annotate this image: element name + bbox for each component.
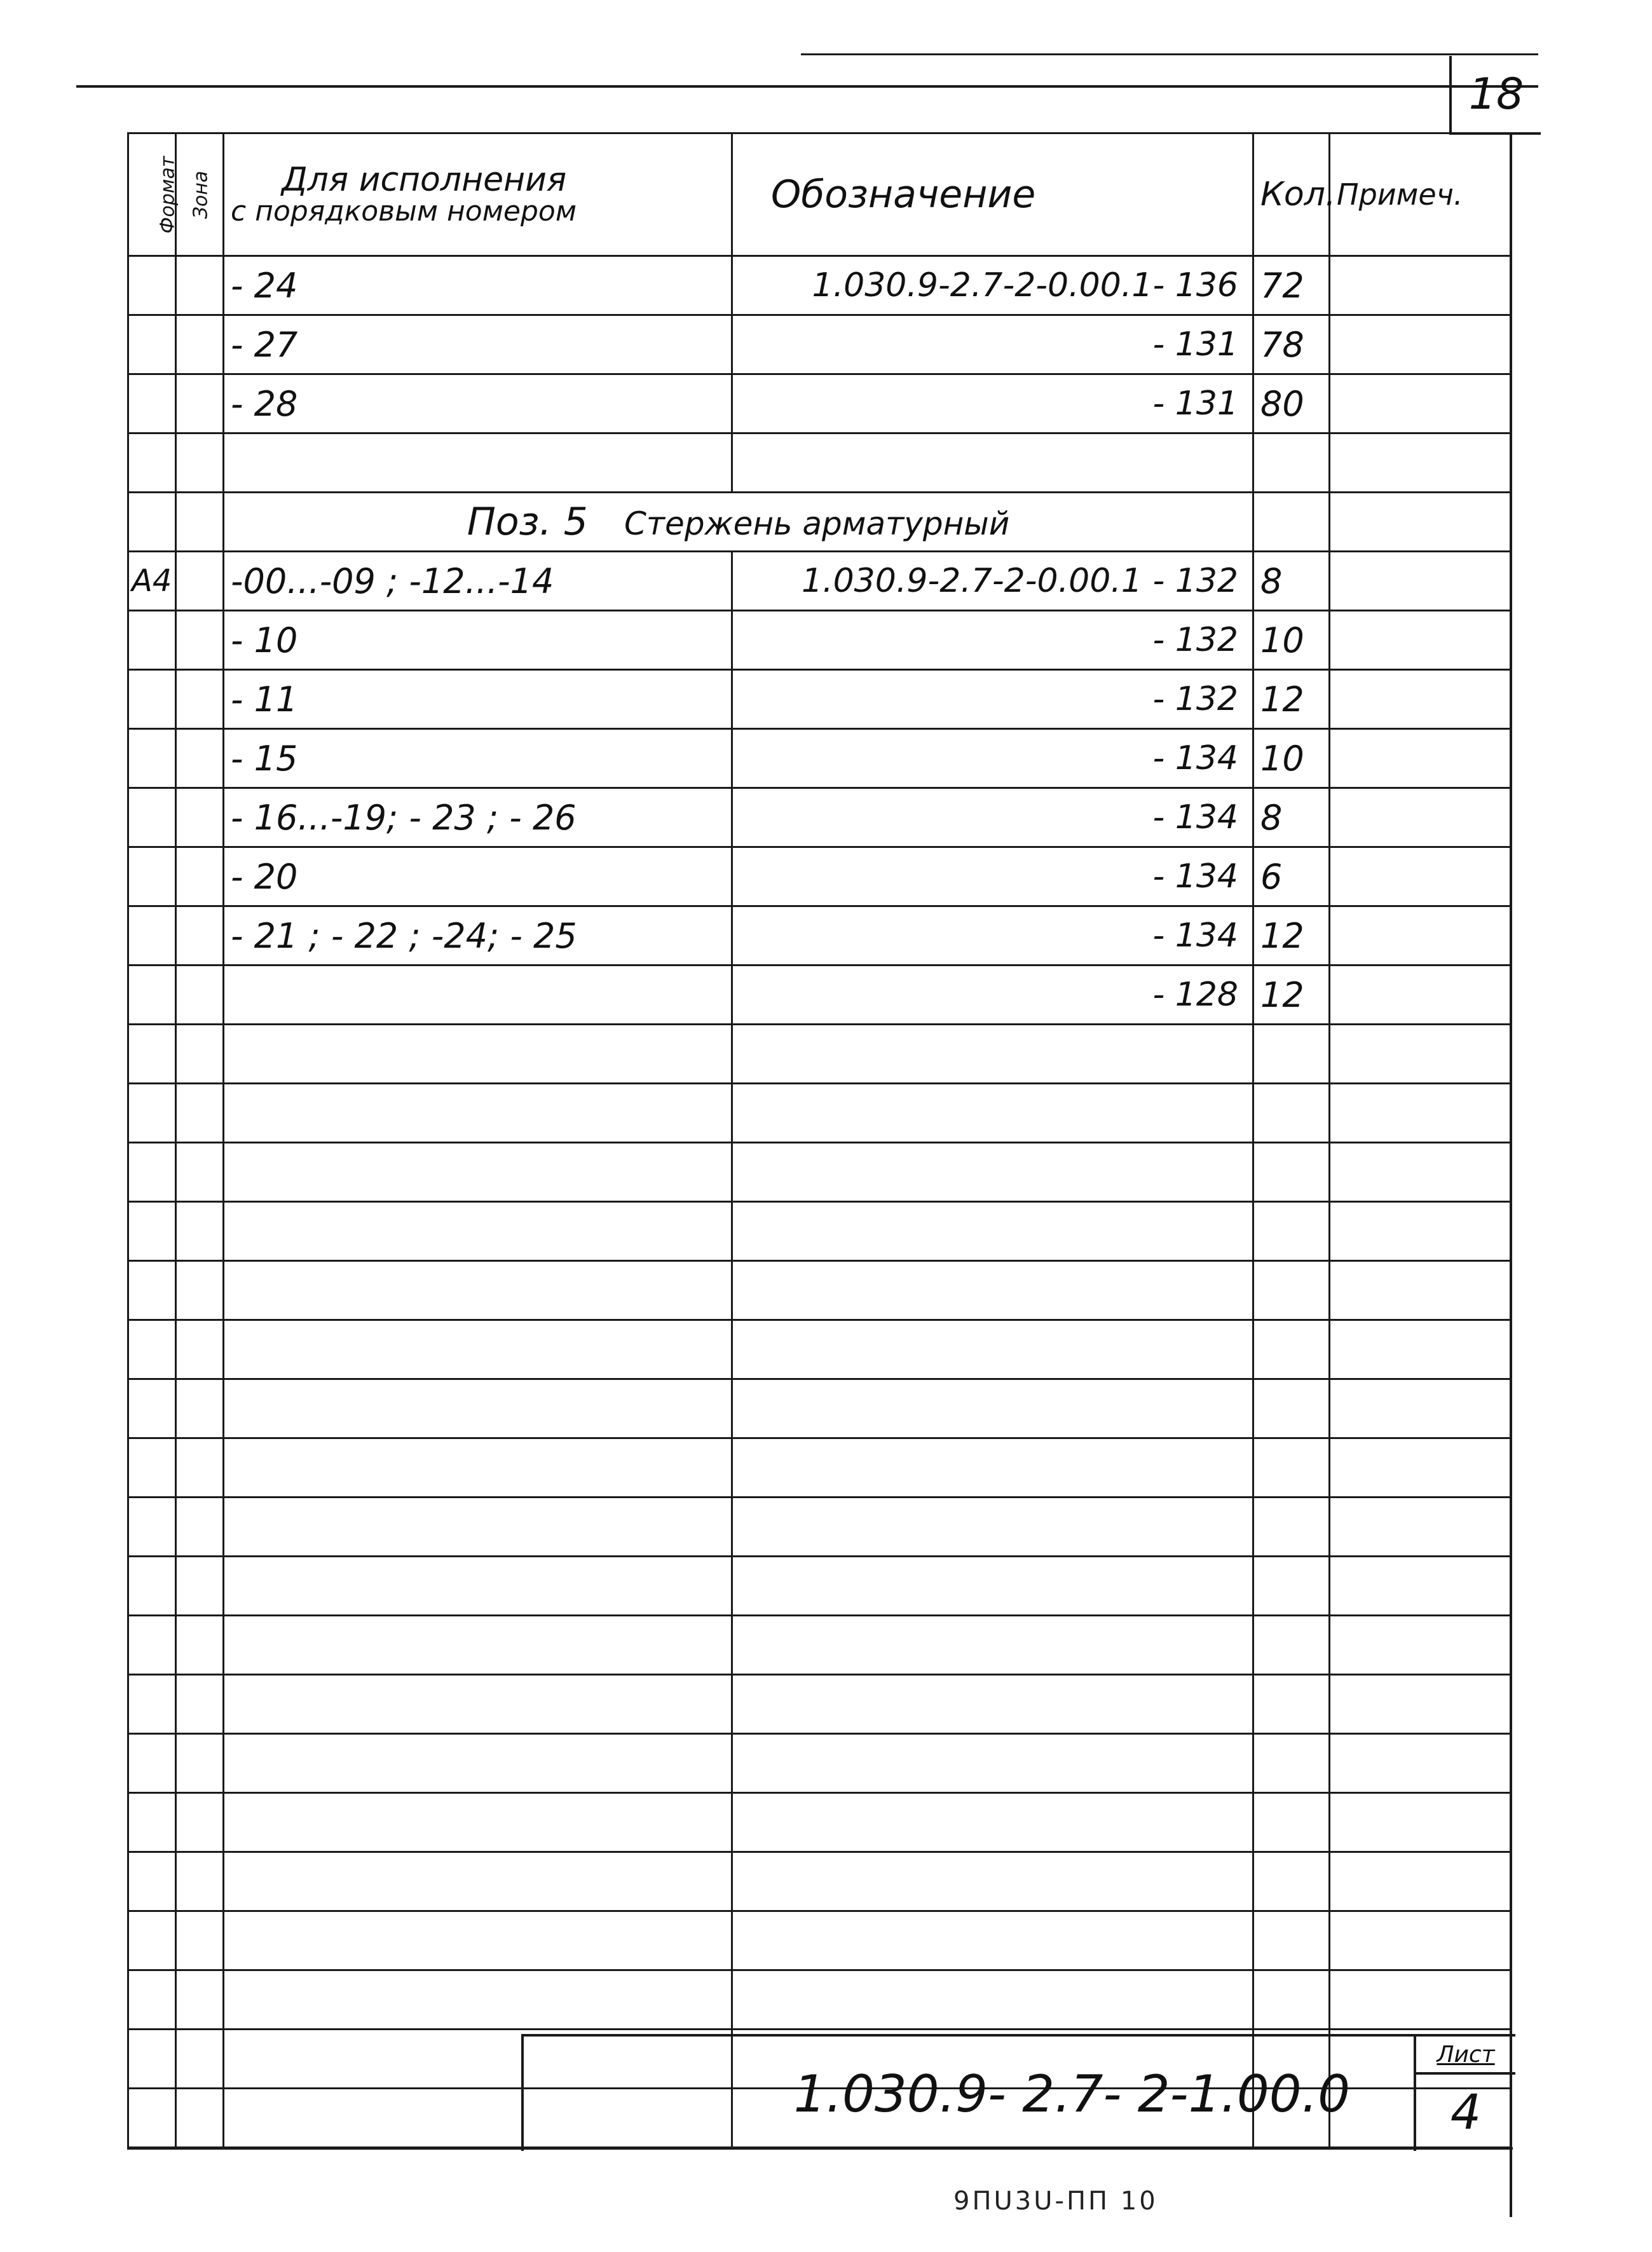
row-designation: - 134	[732, 906, 1253, 966]
row-variant: - 24	[224, 256, 732, 315]
row-variant: - 28	[224, 374, 732, 433]
section-title: Стержень арматурный	[624, 505, 1010, 542]
table-row-empty	[128, 1970, 1511, 2030]
row-qty: 8	[1253, 788, 1330, 847]
section-label: Поз. 5	[467, 500, 588, 544]
header-qty: Кол.	[1253, 133, 1330, 256]
table-row-empty	[128, 1379, 1511, 1438]
row-qty: 6	[1253, 847, 1330, 906]
sheet-label: Лист	[1416, 2037, 1515, 2075]
table-row-empty	[128, 433, 1511, 493]
specification-table	[127, 132, 1512, 2150]
table-row-empty	[128, 1143, 1511, 1202]
table-row	[128, 552, 1511, 611]
table-row-empty	[128, 1793, 1511, 1852]
row-designation: - 131	[732, 374, 1253, 433]
top-frame-line-right	[801, 53, 1538, 55]
row-qty: 12	[1253, 906, 1330, 966]
table-row-empty	[128, 1911, 1511, 1970]
row-designation: 1.030.9-2.7-2-0.00.1- 136	[732, 256, 1253, 315]
section-row	[128, 493, 1511, 552]
table-row	[128, 847, 1511, 906]
row-qty: 10	[1253, 729, 1330, 788]
table-row-empty	[128, 1202, 1511, 1261]
row-variant: - 21 ; - 22 ; -24; - 25	[224, 906, 732, 966]
header-execution-line1: Для исполнения	[282, 160, 567, 199]
table-header-row	[128, 133, 1511, 256]
table-row-empty	[128, 1557, 1511, 1616]
row-qty: 72	[1253, 256, 1330, 315]
table-row	[128, 374, 1511, 433]
header-zone: Зона	[176, 133, 224, 256]
table-row	[128, 906, 1511, 966]
table-row	[128, 315, 1511, 374]
table-row-empty	[128, 1852, 1511, 1911]
sheet-number-top	[1449, 56, 1541, 135]
row-designation: - 131	[732, 315, 1253, 374]
table-row	[128, 966, 1511, 1025]
row-variant: - 27	[224, 315, 732, 374]
row-variant: - 20	[224, 847, 732, 906]
header-format: Формат	[128, 133, 176, 256]
row-designation: - 128	[732, 966, 1253, 1025]
row-designation: 1.030.9-2.7-2-0.00.1 - 132	[732, 552, 1253, 611]
table-row	[128, 670, 1511, 729]
section-heading	[224, 493, 1253, 552]
table-row-empty	[128, 1675, 1511, 1734]
table-row-empty	[128, 1261, 1511, 1320]
table-row	[128, 611, 1511, 670]
row-qty: 10	[1253, 611, 1330, 670]
header-execution	[224, 133, 732, 256]
table-row-empty	[128, 1616, 1511, 1675]
sheet-cell	[1414, 2037, 1518, 2151]
row-qty: 80	[1253, 374, 1330, 433]
title-block	[521, 2034, 1515, 2151]
table-row	[128, 256, 1511, 315]
top-frame-line	[76, 85, 1538, 88]
row-format: А4	[128, 552, 176, 611]
row-designation: - 134	[732, 788, 1253, 847]
header-designation: Обозначение	[732, 133, 1253, 256]
document-code: 1.030.9- 2.7- 2-1.00.0	[793, 2064, 1350, 2124]
header-execution-line2: с порядковым номером	[231, 195, 577, 228]
row-qty: 8	[1253, 552, 1330, 611]
table-row-empty	[128, 1438, 1511, 1498]
table-row-empty	[128, 1084, 1511, 1143]
table-row-empty	[128, 1320, 1511, 1379]
footer-number: 9ПU3U-ПП 10	[953, 2187, 1158, 2216]
header-note: Примеч.	[1330, 133, 1511, 256]
table-row-empty	[128, 1025, 1511, 1084]
table-row	[128, 788, 1511, 847]
table-row	[128, 729, 1511, 788]
row-variant: - 16...-19; - 23 ; - 26	[224, 788, 732, 847]
row-variant: -00...-09 ; -12...-14	[224, 552, 732, 611]
row-variant: - 15	[224, 729, 732, 788]
row-designation: - 134	[732, 729, 1253, 788]
row-qty: 78	[1253, 315, 1330, 374]
sheet-number-top-text: 18	[1468, 69, 1524, 119]
row-qty: 12	[1253, 670, 1330, 729]
row-designation: - 132	[732, 670, 1253, 729]
row-variant: - 10	[224, 611, 732, 670]
row-variant: - 11	[224, 670, 732, 729]
row-qty: 12	[1253, 966, 1330, 1025]
row-variant	[224, 966, 732, 1025]
sheet-value: 4	[1450, 2083, 1482, 2140]
row-designation: - 132	[732, 611, 1253, 670]
table-row-empty	[128, 1734, 1511, 1793]
row-designation: - 134	[732, 847, 1253, 906]
table-row-empty	[128, 1498, 1511, 1557]
